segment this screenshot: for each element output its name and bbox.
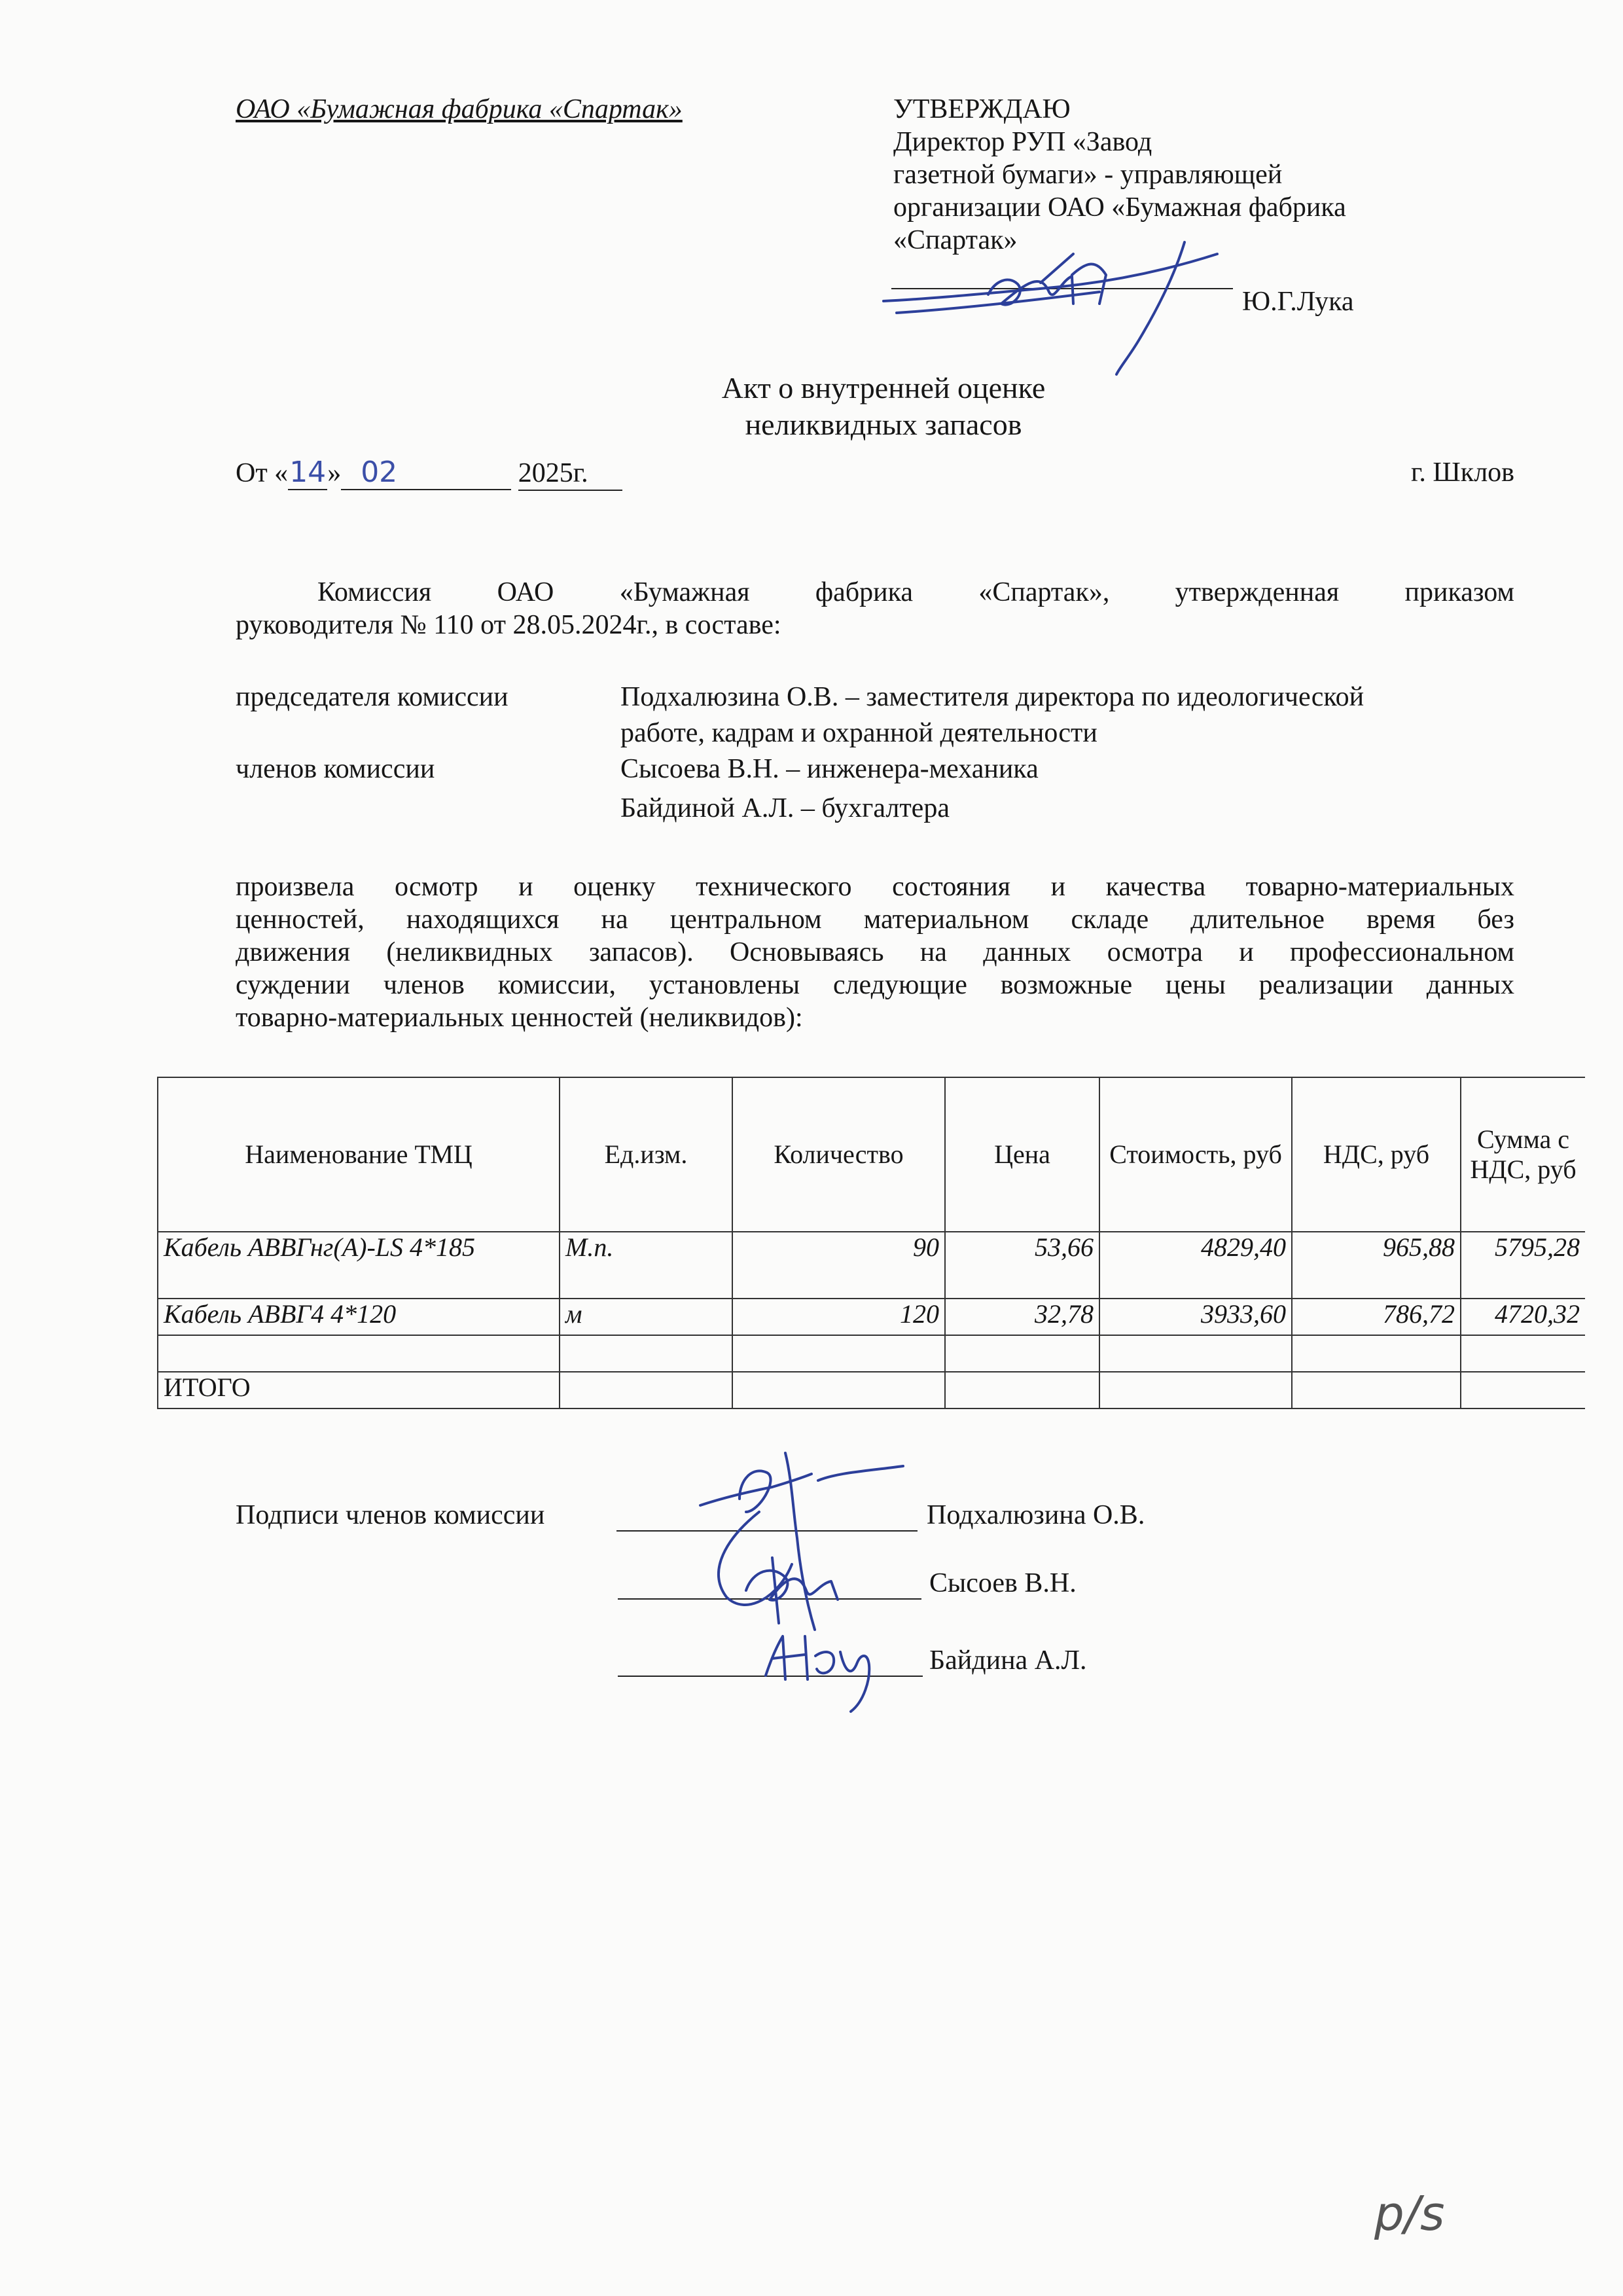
chair-label: председателя комиссии — [236, 682, 508, 712]
cell-qty: 120 — [732, 1299, 945, 1335]
date-line — [236, 456, 622, 491]
cell-total: 5795,28 — [1461, 1232, 1585, 1299]
cell-name: Кабель АВВГнг(А)-LS 4*185 — [158, 1232, 560, 1299]
date-day: 14 — [289, 456, 327, 489]
signer-name: Байдина А.Л. — [929, 1645, 1087, 1676]
cell-total: 4720,32 — [1461, 1299, 1585, 1335]
director-name: Ю.Г.Лука — [1242, 287, 1354, 317]
inventory-table — [157, 1077, 1585, 1409]
cell-qty: 90 — [732, 1232, 945, 1299]
cell-name: Кабель АВВГ4 4*120 — [158, 1299, 560, 1335]
body-line: движения (неликвидных запасов). Основываясь на данных осмотра и профессиональном — [236, 937, 1514, 967]
cell-price: 32,78 — [945, 1299, 1099, 1335]
chair-value: Подхалюзина О.В. – заместителя директора по идеологической — [620, 682, 1364, 712]
cell-cost: 3933,60 — [1099, 1299, 1292, 1335]
member-1: Сысоева В.Н. – инженера-механика — [620, 754, 1039, 784]
member-2: Байдиной А.Л. – бухгалтера — [620, 793, 950, 823]
body-line: товарно-материальных ценностей (неликвидов): — [236, 1003, 803, 1033]
header-cost: Стоимость, руб — [1099, 1077, 1292, 1232]
date-prefix: От « — [236, 458, 289, 488]
header-name: Наименование ТМЦ — [158, 1077, 560, 1232]
intro-paragraph — [236, 576, 1514, 641]
organization-name: ОАО «Бумажная фабрика «Спартак» — [236, 94, 683, 124]
body-line: произвела осмотр и оценку технического состояния и качества товарно-материальных — [236, 872, 1514, 902]
header-qty: Количество — [732, 1077, 945, 1232]
director-signature — [877, 236, 1243, 380]
body-line: суждении членов комиссии, установлены следующие возможные цены реализации данных — [236, 970, 1514, 1000]
cell-vat: 965,88 — [1292, 1232, 1461, 1299]
table-row — [158, 1299, 1585, 1335]
corner-pencil-note: р/s — [1374, 2186, 1445, 2241]
header-price: Цена — [945, 1077, 1099, 1232]
cell-vat: 786,72 — [1292, 1299, 1461, 1335]
chair-value-cont: работе, кадрам и охранной деятельности — [620, 718, 1097, 748]
cell-unit: м — [560, 1299, 732, 1335]
header-unit: Ед.изм. — [560, 1077, 732, 1232]
table-header-row — [158, 1077, 1585, 1232]
approve-line: «Спартак» — [893, 225, 1018, 255]
approve-line: организации ОАО «Бумажная фабрика — [893, 192, 1346, 223]
title-line: Акт о внутренней оценке — [721, 371, 1046, 404]
approve-line: УТВЕРЖДАЮ — [893, 94, 1071, 124]
signer-name: Подхалюзина О.В. — [927, 1500, 1145, 1530]
approve-line: Директор РУП «Завод — [893, 127, 1152, 157]
header-total: Сумма с НДС, руб — [1461, 1077, 1585, 1232]
table-row — [158, 1232, 1585, 1299]
table-row-empty — [158, 1335, 1585, 1372]
approve-line: газетной бумаги» - управляющей — [893, 160, 1283, 190]
cell-price: 53,66 — [945, 1232, 1099, 1299]
date-month: 02 — [341, 456, 511, 490]
city: г. Шклов — [1410, 457, 1514, 488]
intro-line: руководителя № 110 от 28.05.2024г., в составе: — [236, 610, 781, 640]
title-line: неликвидных запасов — [745, 408, 1022, 441]
approval-block — [893, 93, 1346, 257]
body-line: ценностей, находящихся на центральном материальном складе длительное время без — [236, 905, 1514, 935]
date-year: 2025г. — [518, 457, 622, 491]
member-signature-3 — [753, 1617, 897, 1715]
signer-name: Сысоев В.Н. — [929, 1568, 1077, 1598]
document-title — [0, 370, 1623, 443]
body-paragraph — [236, 870, 1514, 1034]
intro-line: Комиссия ОАО «Бумажная фабрика «Спартак», утвержденная приказом — [317, 577, 1514, 607]
signatures-label: Подписи членов комиссии — [236, 1500, 545, 1530]
date-mid: » — [327, 458, 342, 488]
table-total-row — [158, 1372, 1585, 1408]
total-label: ИТОГО — [158, 1372, 560, 1408]
members-label: членов комиссии — [236, 754, 435, 784]
cell-unit: М.п. — [560, 1232, 732, 1299]
cell-cost: 4829,40 — [1099, 1232, 1292, 1299]
header-vat: НДС, руб — [1292, 1077, 1461, 1232]
